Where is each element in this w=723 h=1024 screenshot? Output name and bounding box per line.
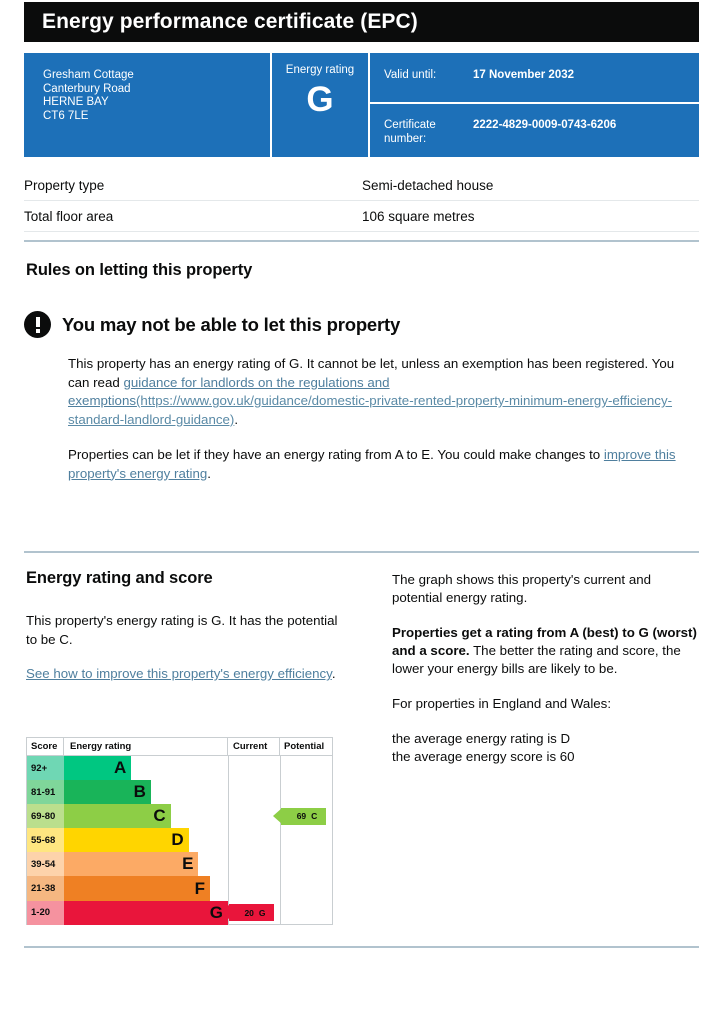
chart-bar-b: B bbox=[64, 780, 151, 804]
current-cell bbox=[229, 901, 281, 925]
warning-title: You may not be able to let this property bbox=[62, 313, 401, 335]
certificate-summary-band bbox=[24, 53, 699, 157]
chart-band-rows bbox=[27, 756, 228, 925]
floor-area-value: 106 square metres bbox=[362, 208, 475, 224]
potential-cell bbox=[281, 804, 333, 828]
warning-body bbox=[68, 355, 688, 483]
address-line: HERNE BAY bbox=[43, 96, 109, 108]
chart-bar-wrap bbox=[64, 876, 228, 900]
energy-score-heading: Energy rating and score bbox=[26, 569, 213, 587]
chart-band-row bbox=[27, 804, 228, 828]
table-row bbox=[24, 170, 699, 201]
landlord-guidance-link[interactable]: guidance for landlords on the regulations and exemptions bbox=[68, 374, 390, 408]
chart-bar-a: A bbox=[64, 756, 131, 780]
chart-score-range: 21-38 bbox=[27, 876, 64, 900]
letting-paragraph-2-end: . bbox=[207, 465, 211, 481]
certificate-number-label: Certificate number: bbox=[384, 119, 436, 145]
address-line: Canterbury Road bbox=[43, 82, 131, 95]
chart-bar-wrap bbox=[64, 828, 228, 852]
property-type-value: Semi-detached house bbox=[362, 177, 494, 193]
chart-bar-f: F bbox=[64, 876, 210, 900]
rating-explanation-bold: Properties get a rating from A (best) to G (worst) and a score. bbox=[392, 625, 697, 658]
improve-efficiency-end: . bbox=[331, 666, 336, 681]
chart-bar-wrap bbox=[64, 756, 228, 780]
section-divider bbox=[24, 946, 699, 948]
letting-paragraph-1 bbox=[68, 355, 688, 429]
current-score: 20 bbox=[244, 907, 254, 918]
potential-rating: C bbox=[311, 811, 318, 822]
potential-score: 69 bbox=[296, 811, 307, 822]
letting-paragraph-2 bbox=[68, 446, 688, 483]
energy-rating-block bbox=[272, 53, 370, 157]
property-details-table bbox=[24, 170, 699, 232]
chart-bar-wrap bbox=[64, 780, 228, 804]
valid-until-label: Valid until: bbox=[384, 69, 437, 81]
epc-rating-chart bbox=[26, 737, 333, 925]
chart-band-row bbox=[27, 852, 228, 876]
current-rating: G bbox=[258, 907, 266, 918]
chart-bar-wrap bbox=[64, 804, 228, 828]
chart-score-range: 92+ bbox=[27, 756, 64, 780]
address-line: Gresham Cottage bbox=[43, 69, 134, 81]
warning-header bbox=[24, 311, 699, 338]
chart-bar-g: G bbox=[64, 901, 228, 925]
rating-explanation-rest: The better the rating and score, the lower your energy bills are likely to be. bbox=[392, 643, 681, 676]
letting-paragraph-1-end: . bbox=[234, 411, 239, 427]
potential-marker bbox=[281, 808, 326, 825]
certificate-number-value: 2222-4829-0009-0743-6206 bbox=[473, 119, 617, 131]
chart-score-range: 1-20 bbox=[27, 901, 64, 925]
england-wales-intro: For properties in England and Wales: bbox=[392, 696, 612, 711]
improve-efficiency-link[interactable]: See how to improve this property's energy efficiency bbox=[26, 666, 332, 681]
exclamation-icon bbox=[24, 311, 51, 338]
landlord-guidance-url: (https://www.gov.uk/guidance/domestic-private-rented-property-minimum-energy-efficiency-standard-landlord-guidance) bbox=[68, 393, 673, 427]
chart-score-range: 39-54 bbox=[27, 852, 64, 876]
valid-until-value: 17 November 2032 bbox=[473, 69, 575, 81]
chart-column-potential: Potential bbox=[284, 741, 325, 752]
energy-score-right-column bbox=[392, 571, 702, 783]
chart-bar-c: C bbox=[64, 804, 171, 828]
energy-rating-label: Energy rating bbox=[285, 64, 355, 76]
page-title: Energy performance certificate (EPC) bbox=[42, 10, 418, 33]
letting-rules-heading: Rules on letting this property bbox=[26, 261, 253, 279]
graph-description: The graph shows this property's current and potential energy rating. bbox=[392, 572, 652, 605]
chart-score-range: 55-68 bbox=[27, 828, 64, 852]
certificate-number-row bbox=[370, 104, 699, 157]
floor-area-label: Total floor area bbox=[24, 208, 114, 224]
chart-band-row bbox=[27, 876, 228, 900]
energy-score-left-column bbox=[26, 612, 346, 700]
chart-bar-wrap bbox=[64, 901, 228, 925]
chart-column-score: Score bbox=[27, 738, 64, 755]
table-row bbox=[24, 201, 699, 232]
address-line: CT6 7LE bbox=[43, 109, 89, 122]
section-divider bbox=[24, 240, 699, 242]
document-title-bar bbox=[24, 2, 699, 42]
chart-divider-potential bbox=[280, 756, 281, 925]
chart-divider-current bbox=[228, 756, 229, 925]
chart-score-range: 69-80 bbox=[27, 804, 64, 828]
property-address bbox=[24, 53, 272, 157]
letting-paragraph-1-text: This property has an energy rating of G. It cannot be let, unless an exemption has been registered. You can read bbox=[68, 356, 675, 390]
chart-body bbox=[27, 756, 332, 925]
property-type-label: Property type bbox=[24, 177, 105, 193]
chart-header-row bbox=[27, 738, 332, 756]
energy-rating-statement: This property's energy rating is G. It has the potential to be C. bbox=[26, 613, 338, 647]
chart-band-row bbox=[27, 828, 228, 852]
energy-rating-letter: G bbox=[306, 80, 334, 119]
certificate-meta bbox=[370, 53, 699, 157]
chart-band-row bbox=[27, 901, 228, 925]
chart-band-row bbox=[27, 780, 228, 804]
letting-paragraph-2-text: Properties can be let if they have an energy rating from A to E. You could make changes to bbox=[68, 447, 604, 462]
improve-rating-link[interactable]: improve this property's energy rating bbox=[68, 447, 676, 481]
average-rating: the average energy rating is D bbox=[392, 731, 571, 746]
rating-explanation bbox=[392, 624, 702, 678]
chart-bar-wrap bbox=[64, 852, 228, 876]
chart-column-current: Current bbox=[228, 738, 280, 755]
current-marker bbox=[229, 904, 274, 921]
chart-bar-d: D bbox=[64, 828, 189, 852]
valid-until-row bbox=[370, 53, 699, 104]
section-divider bbox=[24, 551, 699, 553]
chart-column-energy-rating: Energy rating bbox=[64, 738, 228, 755]
improve-efficiency-paragraph bbox=[26, 665, 346, 684]
letting-warning bbox=[24, 311, 699, 500]
chart-score-range: 81-91 bbox=[27, 780, 64, 804]
average-score: the average energy score is 60 bbox=[392, 749, 575, 764]
chart-band-row bbox=[27, 756, 228, 780]
chart-bar-e: E bbox=[64, 852, 198, 876]
